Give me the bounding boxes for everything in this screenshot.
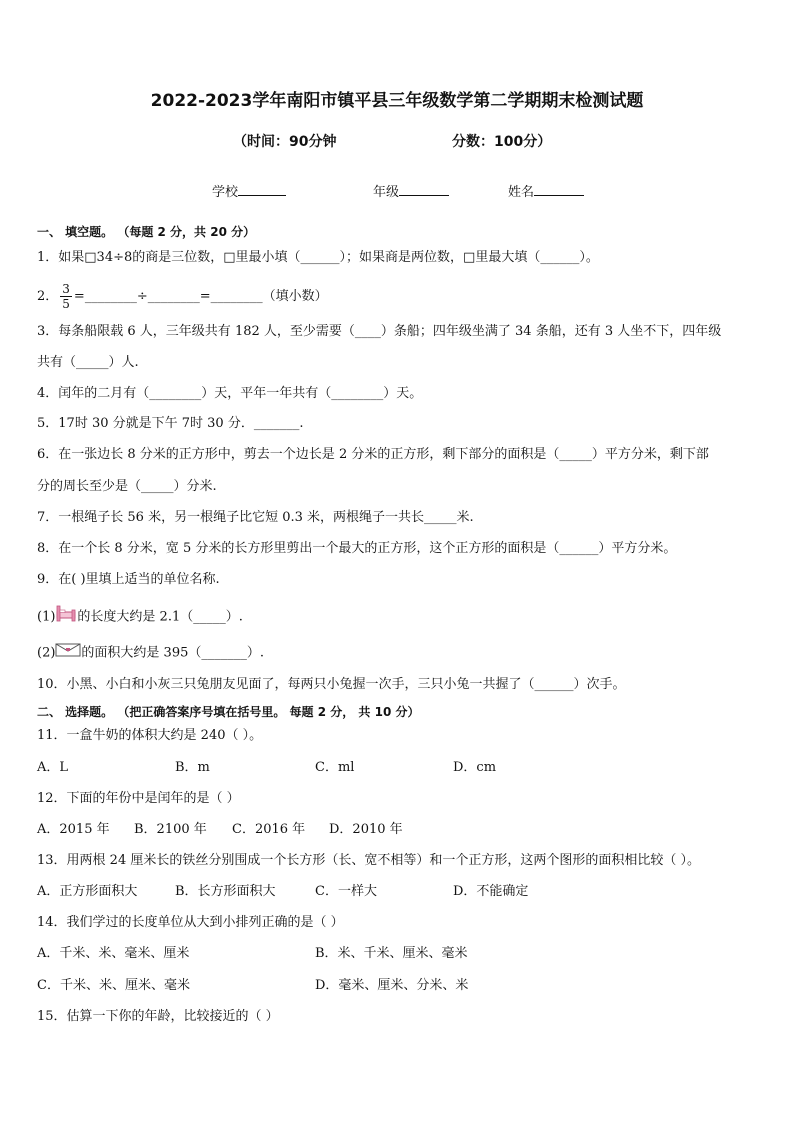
question-5: 5．17时 30 分就是下午 7时 30 分．_______. bbox=[37, 416, 304, 431]
question-11: 11．一盒牛奶的体积大约是 240（ ）。 bbox=[37, 728, 263, 743]
exam-time: （时间：90分钟 bbox=[233, 134, 337, 150]
question-6-line-2: 分的周长至少是（_____）分米. bbox=[37, 479, 217, 494]
sub-1-label: (1) bbox=[37, 609, 56, 625]
q12-option-d[interactable]: D．2010 年 bbox=[329, 822, 403, 837]
section-choice-header: 二、 选择题。 （把正确答案序号填在括号里。 每题 2 分， 共 10 分） bbox=[37, 705, 420, 719]
envelope-icon bbox=[55, 643, 81, 663]
q11-option-c[interactable]: C．ml bbox=[315, 760, 355, 775]
fraction-denominator: 5 bbox=[62, 297, 70, 311]
school-label: 学校 bbox=[212, 185, 239, 200]
fraction-3-5 bbox=[60, 282, 72, 311]
q14-option-c[interactable]: C．千米、米、厘米、毫米 bbox=[37, 978, 190, 993]
q11-option-d[interactable]: D．cm bbox=[453, 760, 497, 775]
question-8: 8．在一个长 8 分米，宽 5 分米的长方形里剪出一个最大的正方形，这个正方形的面积是（______）平方分米。 bbox=[37, 541, 677, 556]
question-15: 15．估算一下你的年龄，比较接近的（ ） bbox=[37, 1009, 279, 1024]
question-2-text: =________÷________=________（填小数） bbox=[73, 289, 328, 304]
q13-option-d[interactable]: D．不能确定 bbox=[453, 884, 529, 899]
question-3-line-2: 共有（_____）人. bbox=[37, 355, 139, 370]
q12-option-b[interactable]: B．2100 年 bbox=[134, 822, 207, 837]
q11-option-b[interactable]: B．m bbox=[175, 760, 210, 775]
grade-field bbox=[373, 181, 449, 200]
name-blank[interactable] bbox=[534, 183, 584, 196]
question-1: 1．如果□34÷8的商是三位数，□里最小填（______）；如果商是两位数，□里最大填（______）。 bbox=[37, 250, 599, 265]
question-9-sub-2 bbox=[37, 643, 264, 663]
question-4: 4．闰年的二月有（________）天，平年一年共有（________）天。 bbox=[37, 386, 423, 401]
question-3-line-1: 3．每条船限载 6 人，三年级共有 182 人，至少需要（____）条船；四年级坐满了 34 条船，还有 3 人坐不下，四年级 bbox=[37, 324, 722, 339]
question-6-line-1: 6．在一张边长 8 分米的正方形中，剪去一个边长是 2 分米的正方形，剩下部分的面积是（_____）平方分米，剩下部 bbox=[37, 447, 709, 462]
section-fill-blank-header: 一、 填空题。 （每题 2 分，共 20 分） bbox=[37, 225, 256, 239]
q13-option-b[interactable]: B．长方形面积大 bbox=[175, 884, 276, 899]
sub-2-label: (2) bbox=[37, 645, 56, 661]
q11-option-a[interactable]: A．L bbox=[37, 760, 69, 775]
sub-2-text: 的面积大约是 395（_______）. bbox=[81, 645, 264, 661]
name-field bbox=[508, 181, 584, 200]
question-13: 13．用两根 24 厘米长的铁丝分别围成一个长方形（长、宽不相等）和一个正方形，这两个图形的面积相比较（ ）。 bbox=[37, 853, 700, 868]
grade-blank[interactable] bbox=[399, 183, 449, 196]
grade-label: 年级 bbox=[373, 185, 400, 200]
question-10: 10．小黑、小白和小灰三只兔朋友见面了，每两只小兔握一次手，三只小兔一共握了（______）次手。 bbox=[37, 677, 626, 692]
question-12: 12．下面的年份中是闰年的是（ ） bbox=[37, 791, 240, 806]
name-label: 姓名 bbox=[508, 185, 535, 200]
exam-score: 分数：100分） bbox=[452, 134, 552, 150]
sub-1-text: 的长度大约是 2.1（_____）. bbox=[77, 609, 243, 625]
fraction-numerator: 3 bbox=[62, 282, 70, 296]
question-9-stem: 9．在( )里填上适当的单位名称. bbox=[37, 572, 220, 587]
school-field bbox=[212, 181, 286, 200]
q12-option-a[interactable]: A．2015 年 bbox=[37, 822, 110, 837]
exam-title: 2022-2023学年南阳市镇平县三年级数学第二学期期末检测试题 bbox=[150, 91, 644, 111]
question-9-sub-1 bbox=[37, 605, 243, 629]
q14-option-a[interactable]: A．千米、米、毫米、厘米 bbox=[37, 946, 190, 961]
q14-option-d[interactable]: D．毫米、厘米、分米、米 bbox=[315, 978, 469, 993]
q12-option-c[interactable]: C．2016 年 bbox=[232, 822, 306, 837]
question-2 bbox=[37, 282, 328, 311]
q13-option-c[interactable]: C．一样大 bbox=[315, 884, 377, 899]
question-14: 14．我们学过的长度单位从大到小排列正确的是（ ） bbox=[37, 915, 344, 930]
school-blank[interactable] bbox=[238, 183, 286, 196]
bed-icon bbox=[55, 605, 77, 629]
question-7: 7．一根绳子长 56 米，另一根绳子比它短 0.3 米，两根绳子一共长_____米. bbox=[37, 510, 474, 525]
q14-option-b[interactable]: B．米、千米、厘米、毫米 bbox=[315, 946, 468, 961]
question-2-number: 2． bbox=[37, 289, 59, 304]
q13-option-a[interactable]: A．正方形面积大 bbox=[37, 884, 138, 899]
